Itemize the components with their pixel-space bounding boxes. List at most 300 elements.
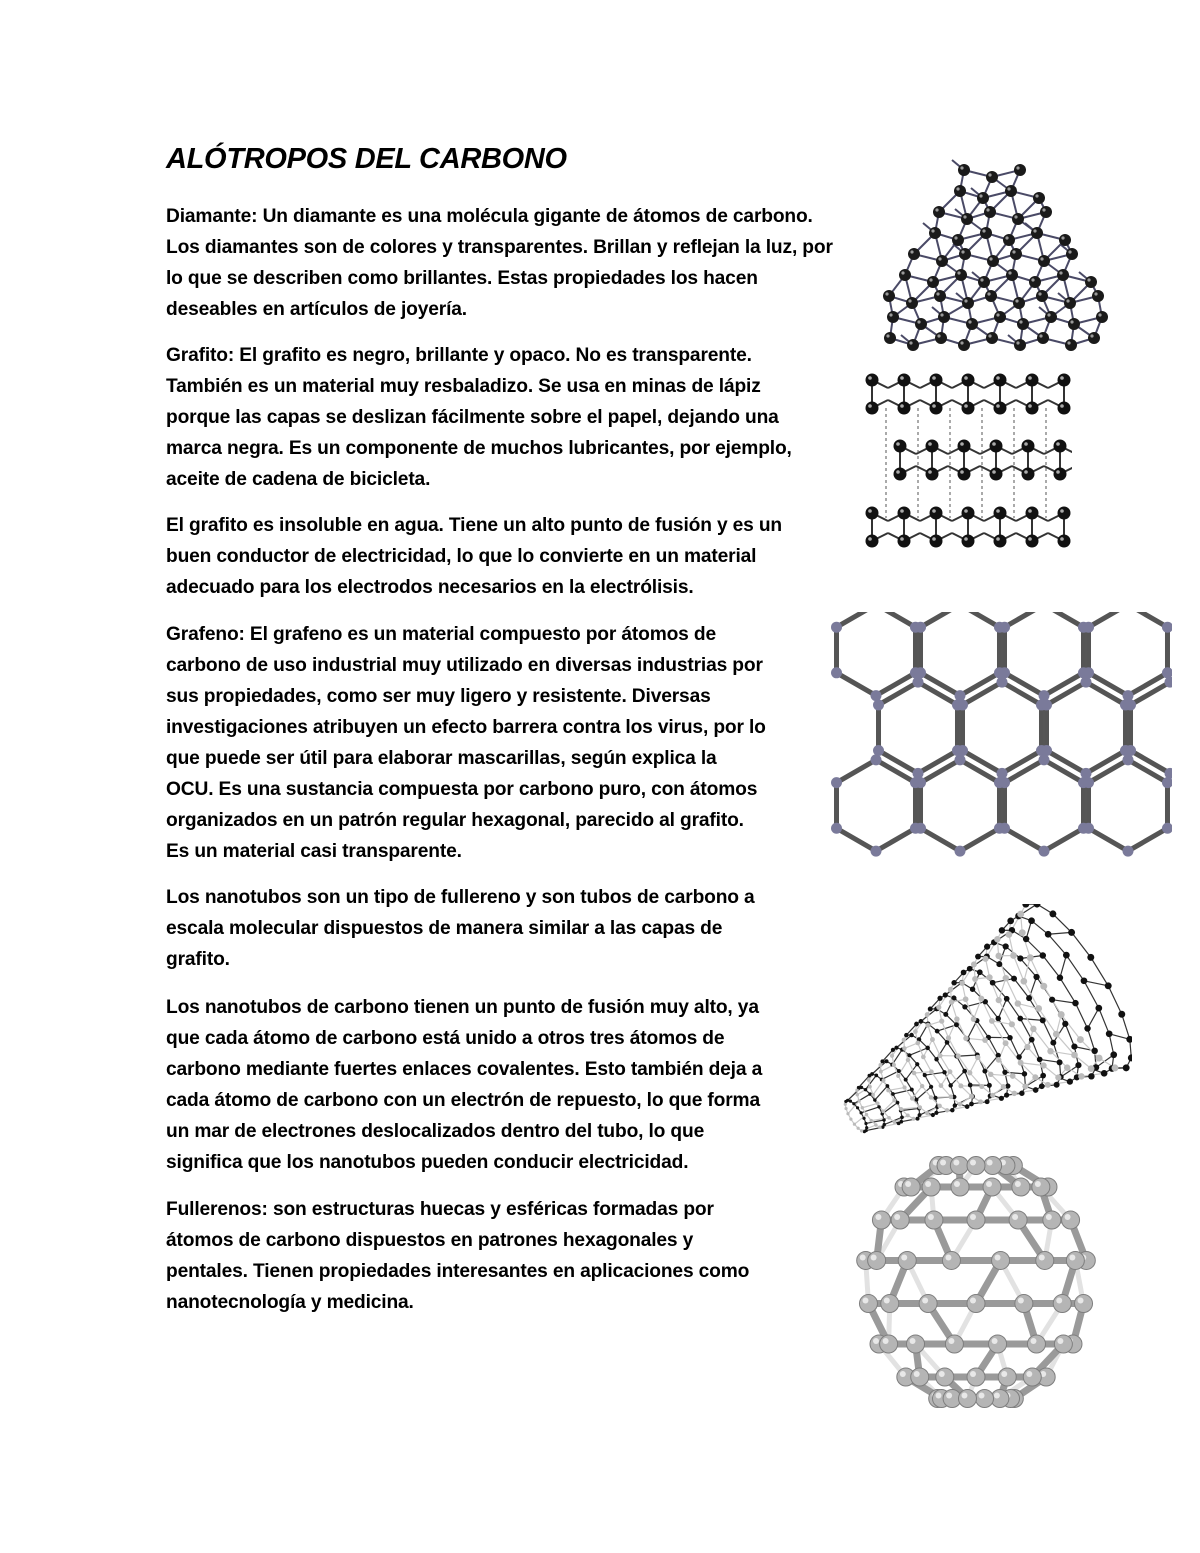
carbon-atom xyxy=(962,1069,967,1074)
carbon-atom xyxy=(936,1005,941,1010)
carbon-atom xyxy=(954,1022,959,1027)
carbon-atom xyxy=(873,699,884,710)
atom-highlight xyxy=(889,313,892,316)
atom-highlight xyxy=(1015,1181,1021,1187)
carbon-atom xyxy=(881,1109,885,1113)
carbon-atom xyxy=(967,1295,985,1313)
carbon-atom xyxy=(986,171,998,183)
carbon-atom xyxy=(844,1107,847,1110)
carbon-atom xyxy=(1013,297,1025,309)
atom-highlight xyxy=(996,509,1000,513)
carbon-atom xyxy=(939,1019,944,1024)
carbon-atom xyxy=(915,318,927,330)
carbon-atom xyxy=(1123,846,1134,857)
carbon-atom xyxy=(1018,1060,1024,1066)
bond xyxy=(1005,1072,1025,1074)
carbon-atom xyxy=(933,1096,937,1100)
carbon-atom xyxy=(915,622,926,633)
atom-highlight xyxy=(894,1214,900,1220)
carbon-atom xyxy=(1067,1079,1073,1085)
text-line: carbono mediante fuertes enlaces covalentes. Esto también deja a xyxy=(166,1059,763,1080)
carbon-atom xyxy=(868,1251,886,1269)
atom-highlight xyxy=(989,257,992,260)
carbon-atom xyxy=(856,1093,859,1096)
atom-highlight xyxy=(1028,537,1032,541)
bond xyxy=(1060,955,1066,978)
carbon-atom xyxy=(934,1111,938,1115)
carbon-atom xyxy=(1054,440,1067,453)
carbon-atom xyxy=(1081,677,1092,688)
carbon-atom xyxy=(1125,745,1136,756)
atom-highlight xyxy=(994,1393,1000,1399)
text-line: porque las capas se deslizan fácilmente sobre el papel, dejando una xyxy=(166,407,779,428)
carbon-atom xyxy=(1038,255,1050,267)
carbon-atom xyxy=(994,507,1007,520)
carbon-atom xyxy=(1041,1062,1047,1068)
carbon-atom xyxy=(958,468,971,481)
atom-highlight xyxy=(964,376,968,380)
bond xyxy=(923,1057,931,1072)
carbon-atom xyxy=(916,1117,920,1121)
bond xyxy=(1099,1008,1109,1034)
atom-highlight xyxy=(964,509,968,513)
carbon-atom xyxy=(1085,276,1097,288)
bond xyxy=(876,612,915,627)
carbon-atom xyxy=(937,1104,941,1108)
text-line: carbono de uso industrial muy utilizado en diversas industrias por xyxy=(166,655,763,676)
carbon-atom xyxy=(897,1069,901,1073)
atom-highlight xyxy=(875,1214,881,1220)
carbon-atom xyxy=(1088,1065,1095,1072)
atom-highlight xyxy=(1008,271,1011,274)
carbon-atom xyxy=(989,1018,995,1024)
text-line: Grafeno: El grafeno es un material compuesto por átomos de xyxy=(166,624,716,645)
bond xyxy=(1020,1019,1042,1021)
carbon-atom xyxy=(965,1104,970,1109)
bond xyxy=(1060,978,1076,1003)
carbon-atom xyxy=(1036,1251,1054,1269)
atom-highlight xyxy=(931,229,934,232)
carbon-atom xyxy=(951,1178,969,1196)
carbon-atom xyxy=(912,1071,916,1075)
carbon-atom xyxy=(938,1053,943,1058)
carbon-atom xyxy=(1049,997,1055,1003)
carbon-atom xyxy=(1112,1064,1119,1071)
carbon-atom xyxy=(909,1033,913,1037)
atom-highlight xyxy=(896,470,900,474)
bond xyxy=(1084,981,1099,1008)
bond xyxy=(921,612,960,627)
carbon-atom xyxy=(1023,936,1029,942)
carbon-atom xyxy=(1027,954,1034,961)
carbon-atom xyxy=(975,1055,980,1060)
atom-highlight xyxy=(988,334,991,337)
carbon-atom xyxy=(961,970,967,976)
atom-highlight xyxy=(1059,271,1062,274)
bond xyxy=(1052,1000,1075,1003)
bond xyxy=(876,828,915,851)
fullerene-figure xyxy=(826,1156,1126,1418)
carbon-atom xyxy=(1077,1036,1084,1043)
atom-highlight xyxy=(901,1254,907,1260)
atom-highlight xyxy=(992,1338,998,1344)
atom-highlight xyxy=(1014,215,1017,218)
text-line: También es un material muy resbaladizo. Se usa en minas de lápiz xyxy=(166,376,761,397)
bond xyxy=(1020,958,1036,976)
carbon-atom xyxy=(1123,690,1134,701)
atom-highlight xyxy=(883,1338,889,1344)
bond xyxy=(1089,612,1128,627)
carbon-atom xyxy=(996,1057,1002,1063)
carbon-atom xyxy=(928,1006,933,1011)
carbon-atom xyxy=(1004,996,1010,1002)
atom-highlight xyxy=(1068,250,1071,253)
carbon-atom xyxy=(913,768,924,779)
atom-highlight xyxy=(1031,278,1034,281)
carbon-atom xyxy=(918,1113,922,1117)
carbon-atom xyxy=(881,1295,899,1313)
atom-highlight xyxy=(1026,1371,1032,1377)
text-line: pentales. Tienen propiedades interesantes en aplicaciones como xyxy=(166,1261,750,1282)
atom-highlight xyxy=(935,208,938,211)
carbon-atom xyxy=(997,768,1008,779)
carbon-atom xyxy=(896,1101,900,1105)
carbon-atom xyxy=(930,374,943,387)
atom-highlight xyxy=(940,313,943,316)
carbon-atom xyxy=(1026,374,1039,387)
graphite-layers-figure xyxy=(862,368,1072,578)
carbon-atom xyxy=(1078,1073,1084,1079)
carbon-atom xyxy=(1019,929,1026,936)
atom-highlight xyxy=(982,229,985,232)
carbon-atom xyxy=(849,1100,852,1103)
carbon-atom xyxy=(911,1117,915,1121)
atom-highlight xyxy=(996,404,1000,408)
bond xyxy=(888,1088,904,1091)
text-line: adecuado para los electrodos necesarios en la electrólisis. xyxy=(166,577,694,598)
carbon-atom xyxy=(897,1121,901,1125)
atom-highlight xyxy=(900,1371,906,1377)
bond xyxy=(898,1060,908,1076)
bond xyxy=(925,1072,945,1075)
carbon-atom xyxy=(1083,823,1094,834)
bond xyxy=(1020,1019,1031,1040)
atom-highlight xyxy=(1019,320,1022,323)
atom-highlight xyxy=(1035,1181,1041,1187)
atom-highlight xyxy=(938,257,941,260)
carbon-atom xyxy=(1016,1054,1021,1059)
carbon-atom xyxy=(935,1029,940,1034)
atom-highlight xyxy=(1042,208,1045,211)
carbon-atom xyxy=(995,953,1001,959)
carbon-atom xyxy=(1010,248,1022,260)
atom-highlight xyxy=(970,1159,976,1165)
atom-highlight xyxy=(932,404,936,408)
carbon-atom xyxy=(882,1078,886,1082)
bond xyxy=(1014,1090,1035,1093)
carbon-atom xyxy=(982,1037,988,1043)
carbon-atom xyxy=(844,1103,847,1106)
atom-highlight xyxy=(1005,236,1008,239)
carbon-atom xyxy=(1031,227,1043,239)
carbon-atom xyxy=(891,1048,895,1052)
carbon-atom xyxy=(864,1088,867,1091)
atom-highlight xyxy=(900,376,904,380)
carbon-atom xyxy=(1041,745,1052,756)
text-line: Los nanotubos son un tipo de fullereno y son tubos de carbono a xyxy=(166,887,755,908)
atom-highlight xyxy=(917,320,920,323)
carbon-atom xyxy=(968,1083,973,1088)
text-line: escala molecular dispuestos de manera similar a las capas de xyxy=(166,918,723,939)
bond xyxy=(1072,932,1091,957)
atom-highlight xyxy=(1015,299,1018,302)
carbon-atom xyxy=(860,1111,863,1114)
bond xyxy=(947,1107,967,1111)
paragraph-fullerenos xyxy=(166,1194,749,1318)
carbon-atom xyxy=(925,1046,929,1050)
carbon-atom xyxy=(987,1083,992,1088)
carbon-atom xyxy=(994,374,1007,387)
atom-highlight xyxy=(1057,1338,1063,1344)
atom-highlight xyxy=(945,1254,951,1260)
text-line: que puede ser útil para elaborar mascarillas, según explica la xyxy=(166,748,717,769)
carbon-atom xyxy=(920,1084,924,1088)
carbon-atom xyxy=(992,1251,1010,1269)
carbon-atom xyxy=(994,535,1007,548)
carbon-atom xyxy=(945,1335,963,1353)
carbon-atom xyxy=(886,1084,890,1088)
atom-highlight xyxy=(1039,1254,1045,1260)
carbon-atom xyxy=(919,1019,924,1024)
atom-highlight xyxy=(957,271,960,274)
carbon-atom xyxy=(998,1368,1016,1386)
atom-highlight xyxy=(871,1254,877,1260)
text-line: sus propiedades, como ser muy ligero y resistente. Diversas xyxy=(166,686,711,707)
text-line: lo que se describen como brillantes. Estas propiedades los hacen xyxy=(166,268,758,289)
atom-highlight xyxy=(935,1393,941,1399)
atom-highlight xyxy=(1028,404,1032,408)
carbon-atom xyxy=(1017,911,1024,918)
carbon-atom xyxy=(913,677,924,688)
carbon-atom xyxy=(915,667,926,678)
carbon-atom xyxy=(900,1115,904,1119)
atom-highlight xyxy=(1047,313,1050,316)
atom-highlight xyxy=(868,537,872,541)
carbon-atom xyxy=(996,961,1002,967)
carbon-atom xyxy=(870,1072,874,1076)
carbon-atom xyxy=(934,1057,938,1061)
carbon-atom xyxy=(866,535,879,548)
atom-highlight xyxy=(1060,537,1064,541)
carbon-atom xyxy=(1001,1084,1006,1089)
bond xyxy=(992,1021,1006,1043)
carbon-atom xyxy=(1123,754,1134,765)
carbon-atom xyxy=(913,1029,918,1034)
carbon-atom xyxy=(934,290,946,302)
carbon-atom xyxy=(1006,269,1018,281)
carbon-atom xyxy=(1081,977,1088,984)
atom-highlight xyxy=(1094,292,1097,295)
atom-highlight xyxy=(932,537,936,541)
text-line: Fullerenos: son estructuras huecas y esféricas formadas por xyxy=(166,1199,714,1220)
atom-highlight xyxy=(922,1298,928,1304)
carbon-atom xyxy=(1034,904,1041,908)
carbon-atom xyxy=(955,690,966,701)
carbon-atom xyxy=(972,976,978,982)
carbon-atom xyxy=(1026,507,1039,520)
carbon-atom xyxy=(1029,1037,1035,1043)
carbon-atom xyxy=(896,1074,900,1078)
carbon-atom xyxy=(915,1062,919,1066)
carbon-atom xyxy=(865,1113,868,1116)
carbon-atom xyxy=(1062,1021,1068,1027)
bond xyxy=(1122,1014,1130,1039)
atom-highlight xyxy=(988,173,991,176)
carbon-atom xyxy=(954,1016,959,1021)
carbon-atom xyxy=(1045,1082,1051,1088)
text-line: Los diamantes son de colores y transparentes. Brillan y reflejan la luz, por xyxy=(166,237,833,258)
carbon-atom xyxy=(967,1211,985,1229)
atom-highlight xyxy=(1028,509,1032,513)
carbon-atom xyxy=(939,1083,944,1088)
atom-highlight xyxy=(1016,166,1019,169)
page-title: ALÓTROPOS DEL CARBONO xyxy=(166,143,567,175)
atom-highlight xyxy=(960,442,964,446)
atom-highlight xyxy=(1078,1298,1084,1304)
carbon-atom xyxy=(1075,1295,1093,1313)
carbon-atom xyxy=(1106,1030,1113,1037)
atom-highlight xyxy=(1038,292,1041,295)
atom-highlight xyxy=(970,1214,976,1220)
bond xyxy=(967,1039,977,1055)
carbon-atom xyxy=(1004,1092,1009,1097)
carbon-atom xyxy=(1037,1057,1043,1063)
atom-highlight xyxy=(939,1371,945,1377)
carbon-atom xyxy=(1039,754,1050,765)
carbon-atom xyxy=(990,980,996,986)
carbon-atom xyxy=(957,699,968,710)
carbon-atom xyxy=(994,936,1000,942)
carbon-atom xyxy=(1058,507,1071,520)
carbon-atom xyxy=(942,1070,946,1074)
carbon-atom xyxy=(904,1078,908,1082)
carbon-atom xyxy=(967,1156,985,1174)
bond xyxy=(875,1086,888,1100)
carbon-atom xyxy=(871,754,882,765)
carbon-atom xyxy=(1054,1082,1060,1088)
carbon-atom xyxy=(873,1098,876,1101)
bond xyxy=(975,979,981,999)
carbon-atom xyxy=(1050,1040,1056,1046)
carbon-atom xyxy=(953,1103,957,1107)
bond xyxy=(1091,957,1108,985)
atom-highlight xyxy=(987,1159,993,1165)
bond xyxy=(1048,934,1066,955)
carbon-atom xyxy=(962,402,975,415)
carbon-atom xyxy=(1088,332,1100,344)
bond xyxy=(1128,612,1167,627)
carbon-atom xyxy=(1005,185,1017,197)
atom-highlight xyxy=(868,404,872,408)
carbon-atom xyxy=(951,980,956,985)
carbon-atom xyxy=(1040,1017,1046,1023)
carbon-atom xyxy=(978,276,990,288)
carbon-atom xyxy=(892,1063,896,1067)
text-line: Diamante: Un diamante es una molécula gigante de átomos de carbono. xyxy=(166,206,813,227)
carbon-atom xyxy=(1040,983,1047,990)
carbon-atom xyxy=(865,1126,868,1129)
bond xyxy=(940,1056,950,1072)
carbon-atom xyxy=(971,961,977,967)
atom-highlight xyxy=(964,299,967,302)
carbon-atom xyxy=(894,440,907,453)
carbon-atom xyxy=(999,622,1010,633)
text-line: Los nanotubos de carbono tienen un punto de fusión muy alto, ya xyxy=(166,997,759,1018)
atom-highlight xyxy=(964,404,968,408)
bond xyxy=(1075,1003,1087,1028)
carbon-atom xyxy=(1039,846,1050,857)
bond xyxy=(1089,828,1128,851)
carbon-atom xyxy=(945,1040,950,1045)
carbon-atom xyxy=(1040,952,1046,958)
atom-highlight xyxy=(954,1181,960,1187)
bond xyxy=(921,828,960,851)
carbon-atom xyxy=(990,468,1003,481)
carbon-atom xyxy=(857,1127,860,1130)
atom-highlight xyxy=(1067,341,1070,344)
carbon-atom xyxy=(962,1004,967,1009)
carbon-atom xyxy=(852,1102,855,1105)
carbon-atom xyxy=(943,1012,948,1017)
carbon-atom xyxy=(831,622,842,633)
carbon-atom xyxy=(962,297,974,309)
text-line: Grafito: El grafito es negro, brillante y opaco. No es transparente. xyxy=(166,345,752,366)
carbon-atom xyxy=(937,996,942,1001)
bond xyxy=(1044,612,1083,627)
bond xyxy=(1048,932,1071,934)
carbon-atom xyxy=(999,777,1010,788)
atom-highlight xyxy=(1016,341,1019,344)
atom-highlight xyxy=(1060,404,1064,408)
atom-highlight xyxy=(928,470,932,474)
atom-highlight xyxy=(1069,1254,1075,1260)
carbon-atom xyxy=(982,1069,987,1074)
atom-highlight xyxy=(1035,194,1038,197)
carbon-atom xyxy=(1027,1335,1045,1353)
carbon-atom xyxy=(1028,917,1035,924)
atom-highlight xyxy=(960,470,964,474)
carbon-atom xyxy=(1041,699,1052,710)
carbon-atom xyxy=(969,1094,974,1099)
text-line: El grafito es insoluble en agua. Tiene un alto punto de fusión y es un xyxy=(166,515,783,536)
carbon-atom xyxy=(1084,1025,1090,1031)
carbon-atom xyxy=(947,1069,952,1074)
carbon-atom xyxy=(867,1078,871,1082)
carbon-atom xyxy=(1026,535,1039,548)
carbon-atom xyxy=(1096,311,1108,323)
carbon-atom xyxy=(1058,374,1071,387)
carbon-atom xyxy=(1012,1091,1017,1096)
bond xyxy=(960,828,999,851)
carbon-atom xyxy=(958,440,971,453)
carbon-atom xyxy=(1023,1368,1041,1386)
carbon-atom xyxy=(871,1093,875,1097)
carbon-atom xyxy=(908,248,920,260)
carbon-atom xyxy=(1083,622,1094,633)
carbon-atom xyxy=(1059,234,1071,246)
carbon-atom xyxy=(868,1085,872,1089)
atom-highlight xyxy=(960,341,963,344)
